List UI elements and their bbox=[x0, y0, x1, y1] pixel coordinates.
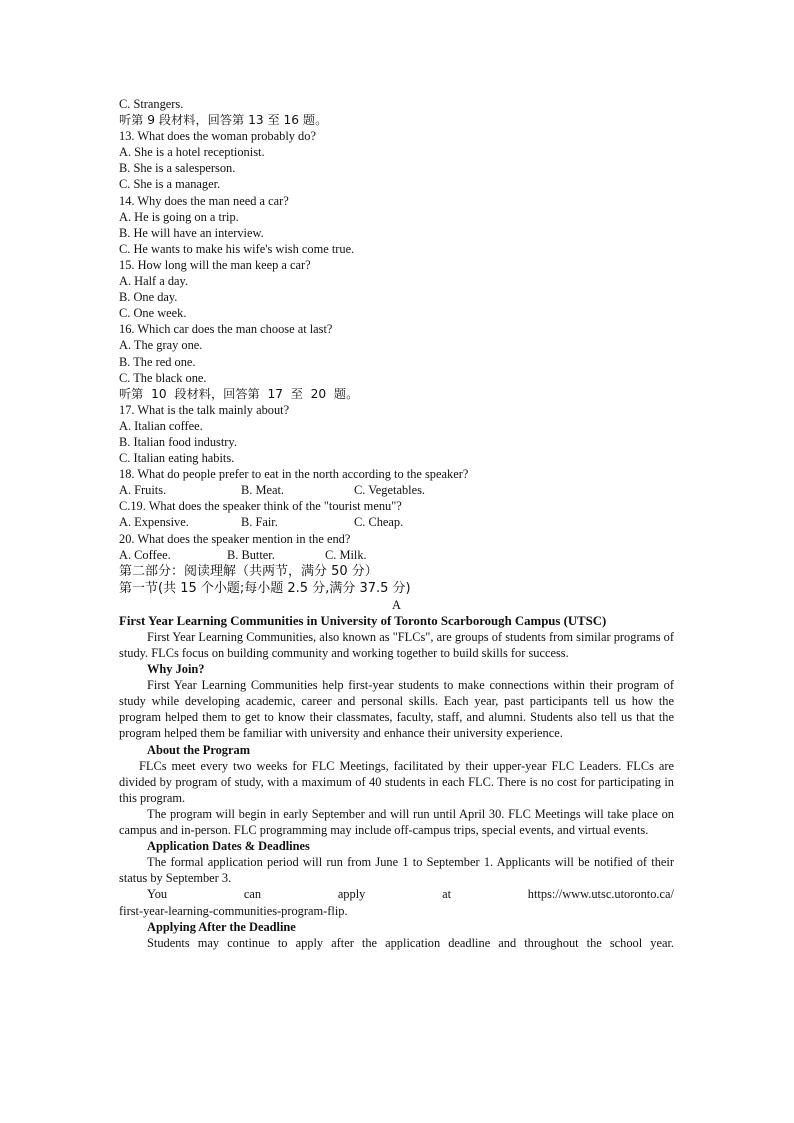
part-2-heading: 第二部分：阅读理解（共两节，满分 50 分） bbox=[119, 563, 378, 579]
section-10-instruction: 听第 10 段材料，回答第 17 至 20 题。 bbox=[119, 386, 359, 401]
page-content bbox=[119, 96, 674, 951]
apply-word: can bbox=[243, 887, 262, 902]
question-20: 20. What does the speaker mention in the end? bbox=[119, 531, 351, 546]
option-line: C. Strangers. bbox=[119, 97, 184, 111]
question-13: 13. What does the woman probably do? bbox=[119, 129, 316, 144]
section-9-instruction: 听第 9 段材料，回答第 13 至 16 题。 bbox=[119, 113, 328, 128]
question-15: 15. How long will the man keep a car? bbox=[119, 257, 311, 272]
option-line: C. He wants to make his wife's wish come true. bbox=[119, 241, 355, 256]
option-line: A. He is going on a trip. bbox=[119, 209, 239, 224]
option-line: B. Italian food industry. bbox=[119, 434, 237, 449]
about-program-paragraph-2: The program will begin in early September and will run until April 30. FLC Meetings will take place on campus and in-person. FLC programming may include off-campus trips, special events, and virtual events. bbox=[119, 806, 674, 838]
intro-paragraph: First Year Learning Communities, also known as "FLCs", are groups of students from similar programs of study. FLCs focus on building community and working together to build skills for success. bbox=[119, 629, 674, 660]
about-program-heading: About the Program bbox=[147, 742, 251, 757]
option-line: C. One week. bbox=[119, 306, 187, 321]
question-20-options bbox=[119, 547, 674, 563]
apply-url-continuation[interactable]: first-year-learning-communities-program-flip. bbox=[119, 903, 348, 918]
after-deadline-paragraph: Students may continue to apply after the application deadline and throughout the school year. bbox=[147, 935, 674, 950]
option-a: A. Coffee. bbox=[119, 547, 171, 562]
apply-url-line bbox=[119, 886, 674, 902]
option-c: C. Vegetables. bbox=[354, 483, 426, 498]
option-b: B. Butter. bbox=[227, 547, 275, 562]
why-join-heading: Why Join? bbox=[147, 662, 205, 677]
option-a: A. Fruits. bbox=[119, 483, 167, 498]
application-dates-heading: Application Dates & Deadlines bbox=[147, 839, 310, 854]
after-deadline-heading: Applying After the Deadline bbox=[147, 919, 296, 934]
passage-letter: A bbox=[392, 597, 401, 612]
option-c: C. Milk. bbox=[325, 547, 367, 562]
question-16: 16. Which car does the man choose at last? bbox=[119, 322, 333, 337]
option-line: C. She is a manager. bbox=[119, 177, 221, 192]
option-c: C. Cheap. bbox=[354, 515, 404, 530]
passage-title: First Year Learning Communities in University of Toronto Scarborough Campus (UTSC) bbox=[119, 613, 607, 628]
option-b: B. Fair. bbox=[241, 515, 278, 530]
why-join-paragraph: First Year Learning Communities help first-year students to make connections within their program of study while developing academic, career and personal skills. Each year, past participants tell us how the program helped them to get to know their classmates, faculty, staff, and alumni. Students also tell us that the program helped them be familiar with university and enhance their university experience. bbox=[119, 678, 674, 741]
option-line: A. Half a day. bbox=[119, 274, 189, 289]
question-19-options bbox=[119, 514, 674, 530]
option-line: B. The red one. bbox=[119, 354, 196, 369]
option-line: C. Italian eating habits. bbox=[119, 451, 235, 466]
application-dates-paragraph: The formal application period will run from June 1 to September 1. Applicants will be notified of their status by September 3. bbox=[119, 855, 674, 886]
option-b: B. Meat. bbox=[241, 483, 285, 498]
section-1-heading: 第一节(共 15 个小题;每小题 2.5 分,满分 37.5 分) bbox=[119, 580, 411, 596]
apply-word: at bbox=[442, 887, 452, 902]
option-a: A. Expensive. bbox=[119, 515, 189, 530]
about-program-paragraph-1: FLCs meet every two weeks for FLC Meetings, facilitated by their upper-year FLC Leaders. FLCs are divided by program of study, with a maximum of 40 students in each FLC. There is no cost for participating in this program. bbox=[119, 758, 674, 805]
apply-url-link[interactable]: https://www.utsc.utoronto.ca/ bbox=[527, 887, 674, 902]
question-18-options bbox=[119, 482, 674, 498]
option-line: A. She is a hotel receptionist. bbox=[119, 145, 265, 160]
option-line: A. The gray one. bbox=[119, 338, 203, 353]
option-line: C. The black one. bbox=[119, 370, 207, 385]
question-18: 18. What do people prefer to eat in the north according to the speaker? bbox=[119, 467, 469, 482]
apply-word: apply bbox=[337, 887, 366, 902]
question-17: 17. What is the talk mainly about? bbox=[119, 402, 290, 417]
option-line: B. One day. bbox=[119, 290, 178, 305]
option-line: B. He will have an interview. bbox=[119, 225, 264, 240]
question-14: 14. Why does the man need a car? bbox=[119, 193, 289, 208]
question-19: C.19. What does the speaker think of the "tourist menu"? bbox=[119, 499, 402, 514]
apply-word: You bbox=[147, 887, 168, 902]
option-line: B. She is a salesperson. bbox=[119, 161, 236, 176]
option-line: A. Italian coffee. bbox=[119, 418, 203, 433]
